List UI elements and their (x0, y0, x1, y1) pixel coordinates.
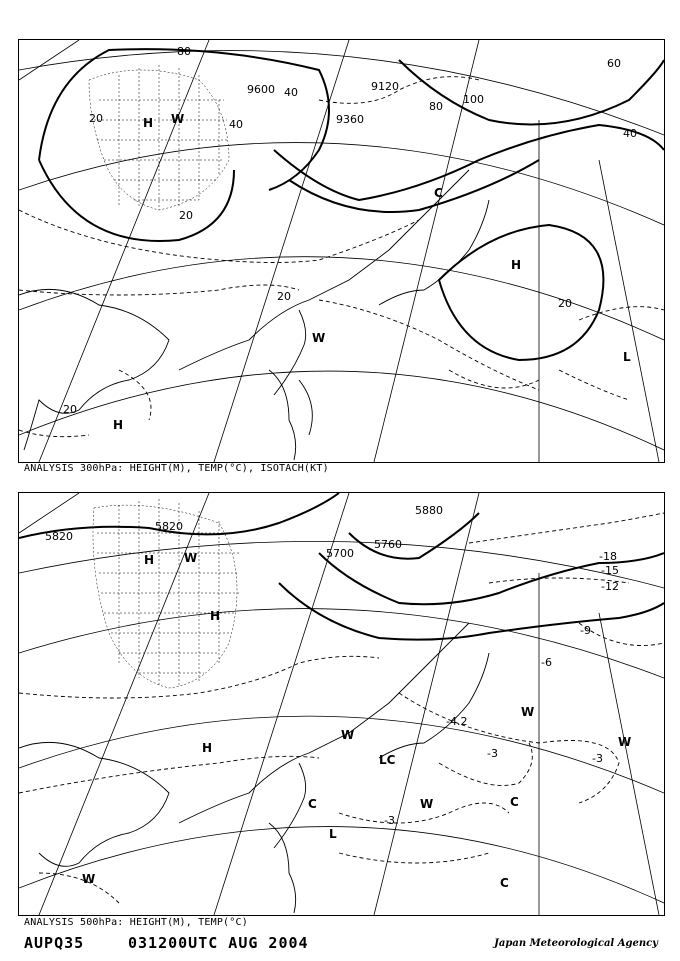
pressure-center: H (144, 553, 155, 567)
map-panel-500hpa (18, 492, 665, 916)
temp-label: -15 (601, 564, 619, 577)
isotach-label: 20 (558, 297, 572, 310)
height-label: 9360 (336, 113, 364, 126)
pressure-center: C (510, 795, 519, 809)
pressure-center: W (184, 551, 198, 565)
chart-valid-time: 031200UTC AUG 2004 (128, 934, 309, 952)
panel-caption-500hpa: ANALYSIS 500hPa: HEIGHT(M), TEMP(°C) (24, 917, 248, 928)
temp-label: -3 (487, 747, 498, 760)
height-label: 9120 (371, 80, 399, 93)
pressure-center: W (171, 112, 185, 126)
temp-label: -3 (592, 752, 603, 765)
pressure-center: W (420, 797, 434, 811)
pressure-center: W (521, 705, 535, 719)
pressure-center: LC (379, 753, 396, 767)
pressure-center: H (143, 116, 154, 130)
height-label: 9600 (247, 83, 275, 96)
height-label: 5820 (45, 530, 73, 543)
temp-label: -12 (601, 580, 619, 593)
isotach-label: 20 (63, 403, 77, 416)
height-label: 5880 (415, 504, 443, 517)
pressure-center: H (202, 741, 213, 755)
isotach-label: 40 (284, 86, 298, 99)
isotach-label: 80 (177, 45, 191, 58)
height-label: 5760 (374, 538, 402, 551)
pressure-center: C (434, 186, 443, 200)
pressure-center: W (341, 728, 355, 742)
temp-label: -3 (384, 814, 395, 827)
map-300hpa-linework (19, 40, 664, 462)
agency-credit: Japan Meteorological Agency (494, 938, 658, 949)
pressure-center: C (500, 876, 509, 890)
height-label: 5700 (326, 547, 354, 560)
isotach-label: 60 (607, 57, 621, 70)
isotach-label: 80 (429, 100, 443, 113)
pressure-center: W (82, 872, 96, 886)
isotach-label: 40 (623, 127, 637, 140)
pressure-center: H (210, 609, 221, 623)
isotach-label: 20 (89, 112, 103, 125)
isotach-label: 20 (277, 290, 291, 303)
height-label: 5820 (155, 520, 183, 533)
pressure-center: H (113, 418, 124, 432)
temp-label: -6 (541, 656, 552, 669)
pressure-center: W (618, 735, 632, 749)
temp-label: -4.2 (446, 715, 468, 728)
isotach-label: 100 (463, 93, 484, 106)
pressure-center: L (623, 350, 631, 364)
temp-label: -18 (599, 550, 617, 563)
temp-label: -9 (580, 624, 591, 637)
map-panel-300hpa (18, 39, 665, 463)
chart-identifier: AUPQ35 (24, 934, 85, 952)
isotach-label: 20 (179, 209, 193, 222)
panel-caption-300hpa: ANALYSIS 300hPa: HEIGHT(M), TEMP(°C), ISOTACH(KT) (24, 463, 329, 474)
pressure-center: C (308, 797, 317, 811)
isotach-label: 40 (229, 118, 243, 131)
pressure-center: H (511, 258, 522, 272)
pressure-center: L (329, 827, 337, 841)
pressure-center: W (312, 331, 326, 345)
